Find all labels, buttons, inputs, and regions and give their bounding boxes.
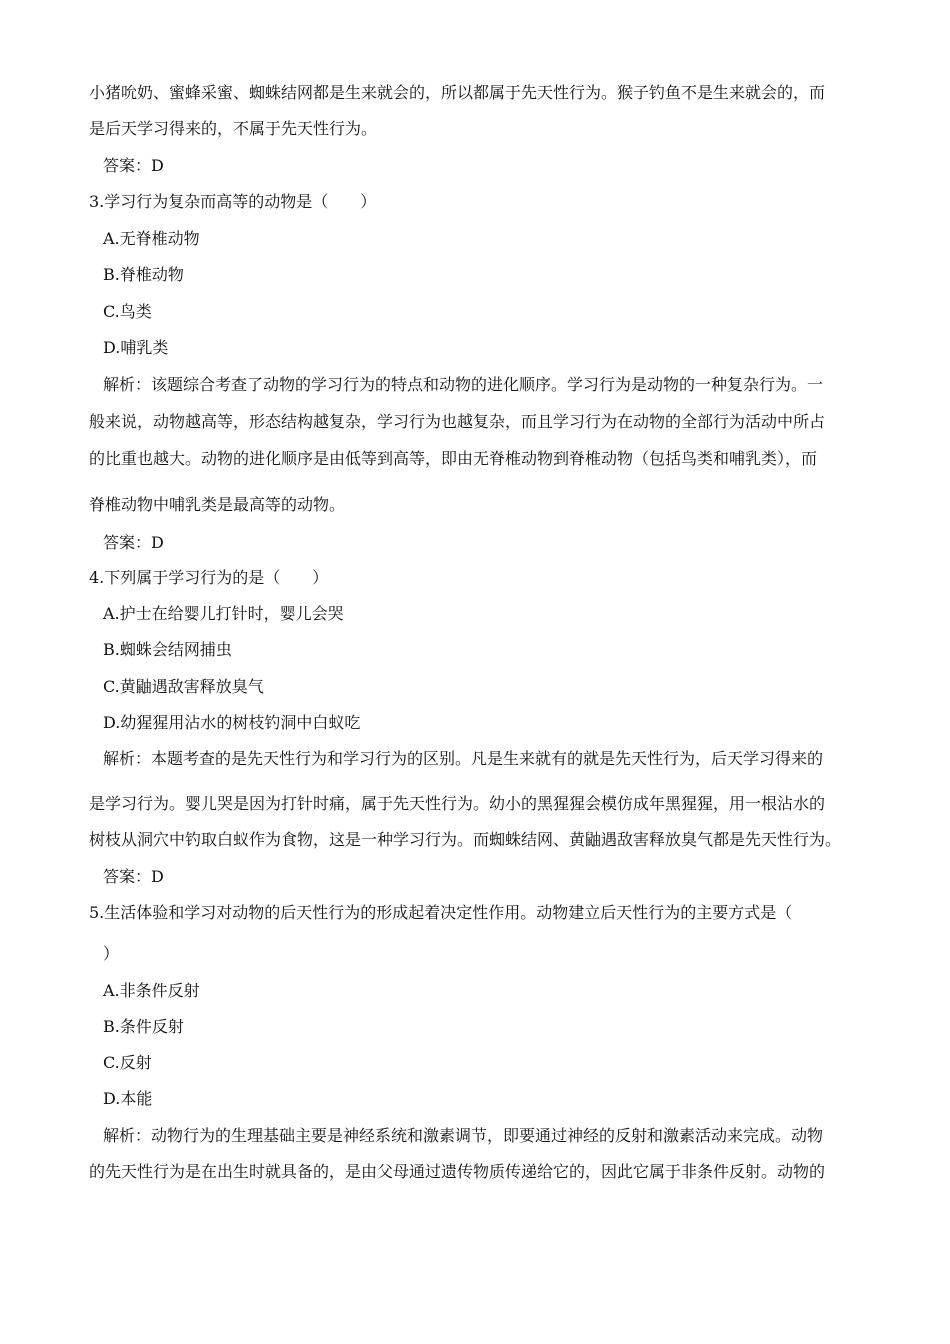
analysis-line: 的先天性行为是在出生时就具备的，是由父母通过遗传物质传递给它的，因此它属于非条件反射。动物的 (89, 1162, 826, 1181)
option-d: D.本能 (103, 1089, 153, 1108)
analysis-line: 般来说，动物越高等，形态结构越复杂，学习行为也越复杂，而且学习行为在动物的全部行为活动中所占 (89, 412, 826, 431)
option-d: D.哺乳类 (103, 338, 169, 357)
analysis-line: 树枝从洞穴中钓取白蚁作为食物，这是一种学习行为。而蜘蛛结网、黄鼬遇敌害释放臭气都是先天性行为。 (89, 830, 842, 849)
option-c: C.黄鼬遇敌害释放臭气 (103, 677, 264, 696)
answer: 答案：D (103, 867, 164, 886)
option-b: B.条件反射 (103, 1017, 184, 1036)
analysis-line: 小猪吮奶、蜜蜂采蜜、蜘蛛结网都是生来就会的，所以都属于先天性行为。猴子钓鱼不是生来就会的，而 (89, 83, 826, 102)
analysis-line: 是后天学习得来的，不属于先天性行为。 (89, 119, 378, 138)
option-d: D.幼猩猩用沾水的树枝钓洞中白蚁吃 (103, 713, 361, 732)
question-5-stem-cont: ） (103, 944, 120, 963)
analysis-line: 解析：本题考查的是先天性行为和学习行为的区别。凡是生来就有的就是先天性行为，后天学习得来的 (103, 749, 824, 768)
analysis-line: 是学习行为。婴儿哭是因为打针时痛，属于先天性行为。幼小的黑猩猩会模仿成年黑猩猩，用一根沾水的 (89, 794, 826, 813)
analysis-line: 的比重也越大。动物的进化顺序是由低等到高等，即由无脊椎动物到脊椎动物（包括鸟类和哺乳类），而 (89, 449, 818, 468)
answer: 答案：D (103, 156, 164, 175)
analysis-line: 解析：动物行为的生理基础主要是神经系统和激素调节，即要通过神经的反射和激素活动来完成。动物 (103, 1126, 824, 1145)
option-c: C.反射 (103, 1053, 152, 1072)
option-b: B.脊椎动物 (103, 265, 184, 284)
analysis-line: 脊椎动物中哺乳类是最高等的动物。 (89, 495, 346, 514)
option-c: C.鸟类 (103, 302, 152, 321)
question-4-stem: 4.下列属于学习行为的是（ ） (89, 568, 329, 587)
option-a: A.非条件反射 (103, 981, 200, 1000)
option-a: A.护士在给婴儿打针时，婴儿会哭 (103, 604, 344, 623)
analysis-line: 解析：该题综合考查了动物的学习行为的特点和动物的进化顺序。学习行为是动物的一种复杂行为。一 (103, 375, 824, 394)
question-3-stem: 3.学习行为复杂而高等的动物是（ ） (89, 192, 377, 211)
question-5-stem: 5.生活体验和学习对动物的后天性行为的形成起着决定性作用。动物建立后天性行为的主要方式是（ (89, 903, 793, 922)
answer: 答案：D (103, 533, 164, 552)
option-a: A.无脊椎动物 (103, 229, 200, 248)
option-b: B.蜘蛛会结网捕虫 (103, 640, 232, 659)
